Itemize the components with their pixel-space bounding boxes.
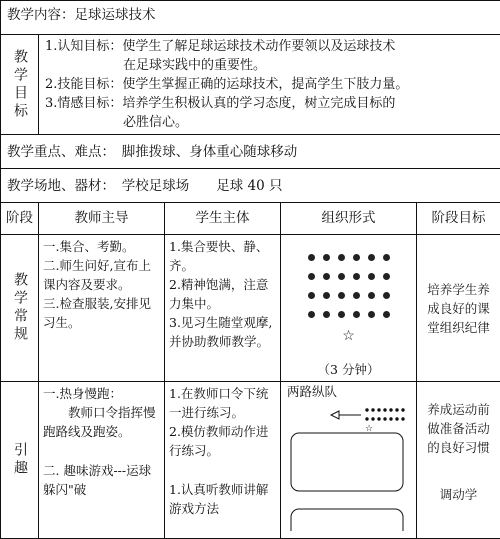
duration: （3 分钟）	[285, 360, 412, 379]
student-item: 1.在教师口令下统一进行练习。	[169, 384, 276, 422]
goal-routine: 培养学生养成良好的课堂组织纪律	[417, 235, 500, 382]
formation-label: 两路纵队	[281, 382, 416, 401]
stage-intro: 引趣	[1, 382, 39, 539]
objective-2: 2.技能目标：使学生掌握正确的运球技术，提高学生下肢力量。	[45, 75, 494, 94]
student-item: 1.集合要快、静、齐。	[169, 237, 276, 275]
teacher-star-icon: ☆	[285, 327, 412, 346]
student-routine	[165, 235, 281, 382]
student-item: 3.见习生随堂观摩,并协助教师教学。	[169, 313, 276, 351]
teacher-item: 教师口令指挥慢跑路线及跑姿。	[43, 403, 160, 441]
student-intro	[165, 382, 281, 539]
goal-intro-text: 养成运动前做准备活动的良好习惯	[425, 400, 492, 457]
student-item: 2.模仿教师动作进行练习。	[169, 422, 276, 460]
teacher-item: 一.热身慢跑：	[43, 384, 160, 403]
col-goal: 阶段目标	[417, 203, 500, 235]
running-route-diagram	[281, 401, 415, 531]
objectives-label: 教学目标	[1, 35, 39, 135]
teacher-item: 二.师生问好,宣布上课内容及要求。	[43, 256, 160, 294]
objective-3: 3.情感目标：培养学生积极认真的学习态度，树立完成目标的	[45, 94, 494, 113]
objective-1: 1.认知目标：使学生了解足球运球技术动作要领以及运球技术	[45, 37, 494, 56]
stage-routine: 教学常规	[1, 235, 39, 382]
objective-1-cont: 在足球实践中的重要性。	[45, 56, 494, 75]
goal-intro-text-2: 调动学	[425, 485, 492, 504]
teacher-item: 二. 趣味游戏---运球躲闪"破	[43, 461, 160, 499]
col-stage: 阶段	[1, 203, 39, 235]
goal-intro	[417, 382, 500, 539]
organization-routine	[281, 235, 417, 382]
formation-dots	[285, 249, 412, 325]
col-teacher: 教师主导	[39, 203, 165, 235]
key-points: 教学重点、难点： 脚推拨球、身体重心随球移动	[1, 135, 500, 169]
lesson-content: 教学内容：足球运球技术	[1, 1, 500, 35]
objectives-list	[39, 35, 500, 135]
svg-text:☆: ☆	[365, 424, 373, 434]
organization-intro	[281, 382, 417, 539]
teacher-item: 三.检查服装,安排见习生。	[43, 294, 160, 332]
teacher-intro	[39, 382, 165, 539]
student-item: 2.精神饱满，注意力集中。	[169, 275, 276, 313]
col-student: 学生主体	[165, 203, 281, 235]
teacher-routine	[39, 235, 165, 382]
objective-3-cont: 必胜信心。	[45, 113, 494, 132]
student-item: 1.认真听教师讲解游戏方法	[169, 480, 276, 518]
teacher-item: 一.集合、考勤。	[43, 237, 160, 256]
col-organization: 组织形式	[281, 203, 417, 235]
venue-equipment: 教学场地、器材： 学校足球场 足球 40 只	[1, 169, 500, 203]
